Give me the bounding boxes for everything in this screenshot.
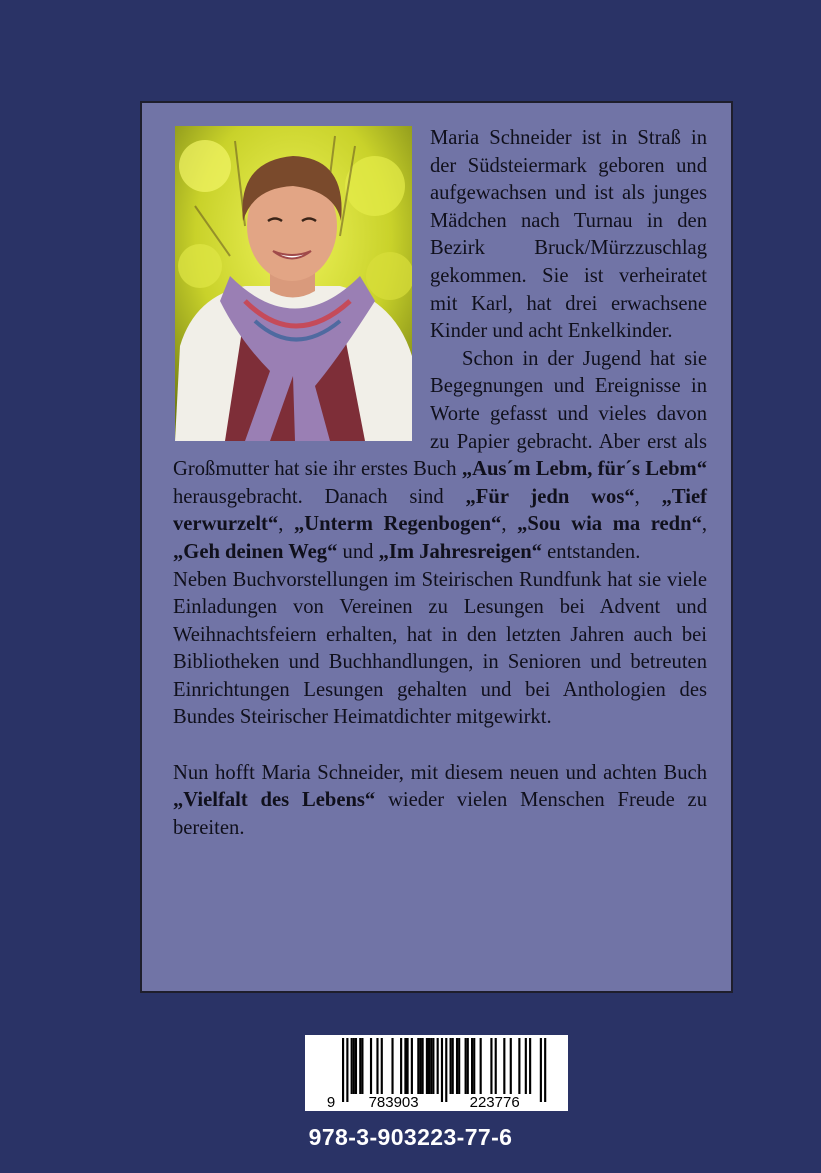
barcode-bar xyxy=(437,1038,439,1094)
book-title-5: „Sou wia ma redn“ xyxy=(517,513,702,536)
book-title-1: „Aus´m Lebm, für´s Lebm“ xyxy=(461,458,707,481)
barcode-bar xyxy=(525,1038,527,1094)
book-title-4: „Unterm Regenbogen“ xyxy=(293,513,502,536)
barcode-bar xyxy=(419,1038,421,1094)
barcode-bar xyxy=(471,1038,473,1094)
barcode-bar xyxy=(422,1038,424,1094)
photo-spacer xyxy=(173,125,430,441)
barcode-bar xyxy=(355,1038,357,1094)
book-title-8: „Vielfalt des Lebens“ xyxy=(173,789,376,812)
barcode-bar xyxy=(428,1038,430,1094)
barcode-bar xyxy=(465,1038,467,1094)
barcode-bar xyxy=(473,1038,475,1094)
bio-paragraph-4-text-a: Nun hofft Maria Schneider, mit diesem neuen und achten Buch xyxy=(173,761,707,784)
barcode-digits-left: 783903 xyxy=(368,1094,419,1111)
barcode-bar xyxy=(361,1038,363,1094)
barcode-bar xyxy=(490,1038,492,1094)
separator: , xyxy=(501,513,518,536)
barcode-bar xyxy=(381,1038,383,1094)
barcode-bar xyxy=(540,1038,542,1102)
barcode-bar xyxy=(426,1038,428,1094)
author-biography xyxy=(173,125,707,842)
barcode-bar xyxy=(407,1038,409,1094)
barcode-bar xyxy=(370,1038,372,1094)
barcode-bar xyxy=(417,1038,419,1094)
barcode-bar xyxy=(480,1038,482,1094)
barcode-bar xyxy=(404,1038,406,1094)
bio-paragraph-4 xyxy=(173,760,707,843)
barcode-bar xyxy=(450,1038,452,1094)
barcode-bar xyxy=(503,1038,505,1094)
separator: , xyxy=(278,513,294,536)
bio-paragraph-3: Neben Buchvorstellungen im Steirischen Rundfunk hat sie viele Einladungen von Vereinen zu Lesungen bei Advent und Weihnachtsfeiern erhalten, hat in den letzten Jahren auch bei Bibliotheken und Buchhandlungen, in Senioren und betreuten Einrichtungen Lesungen gehalten und bei Anthologien des Bundes Steirischer Heimatdichter mitgewirkt. xyxy=(173,568,707,729)
bio-paragraph-4-text-b: wieder vielen Menschen Freude zu bereiten. xyxy=(173,789,707,839)
barcode-bar xyxy=(452,1038,454,1094)
barcode-bar xyxy=(495,1038,497,1094)
barcode-bar xyxy=(346,1038,348,1102)
barcode-bar xyxy=(391,1038,393,1094)
book-title-3: „Tief verwurzelt“ xyxy=(173,485,708,536)
barcode-bar xyxy=(510,1038,512,1094)
book-title-7: „Im Jahresreigen“ xyxy=(378,540,542,563)
barcode-bar xyxy=(400,1038,402,1094)
bio-paragraph-2-text-a: Schon in der Jugend hat sie Begegnungen und Ereignisse in Worte gefasst und vieles davon zu Papier gebracht. Aber erst als Großmutter hat sie ihr erstes Buch xyxy=(173,347,707,481)
barcode-digits-right: 223776 xyxy=(469,1094,520,1111)
barcode-bar xyxy=(544,1038,546,1102)
book-title-2: „Für jedn wos“ xyxy=(465,485,635,508)
bio-paragraph-2-text-b: herausgebracht. Danach sind xyxy=(173,485,466,508)
separator: , xyxy=(701,513,708,536)
barcode-bar xyxy=(432,1038,434,1094)
barcode-bar xyxy=(359,1038,361,1094)
barcode-bar xyxy=(456,1038,458,1094)
barcode-bar xyxy=(342,1038,344,1102)
author-info-panel xyxy=(140,101,733,993)
bio-paragraph-1: Maria Schneider ist in Straß in der Südsteiermark geboren und aufgewachsen und ist als junges Mädchen nach Turnau in den Bezirk Bruck/Mürzzuschlag gekommen. Sie ist verheiratet mit Karl, hat drei erwachsene Kinder und acht Enkelkinder. xyxy=(430,127,707,343)
barcode-digit-lead: 9 xyxy=(326,1094,336,1111)
bio-paragraph-2-text-c: und xyxy=(337,540,379,563)
barcode-bar xyxy=(445,1038,447,1102)
barcode-bar xyxy=(467,1038,469,1094)
isbn-barcode xyxy=(305,1035,568,1111)
barcode-bar xyxy=(458,1038,460,1094)
barcode-bar xyxy=(351,1038,353,1094)
barcode-bar xyxy=(411,1038,413,1094)
barcode-bar xyxy=(376,1038,378,1094)
separator: , xyxy=(634,485,662,508)
barcode-bar xyxy=(353,1038,355,1094)
barcode-bar xyxy=(518,1038,520,1094)
paragraph-gap xyxy=(173,732,707,760)
barcode-bar xyxy=(441,1038,443,1102)
book-title-6: „Geh deinen Weg“ xyxy=(173,540,338,563)
barcode-bars xyxy=(305,1035,568,1111)
barcode-bar xyxy=(430,1038,432,1094)
barcode-bar xyxy=(529,1038,531,1094)
isbn-number: 978-3-903223-77-6 xyxy=(308,1124,513,1150)
bio-paragraph-2-text-d: entstanden. xyxy=(541,540,641,563)
